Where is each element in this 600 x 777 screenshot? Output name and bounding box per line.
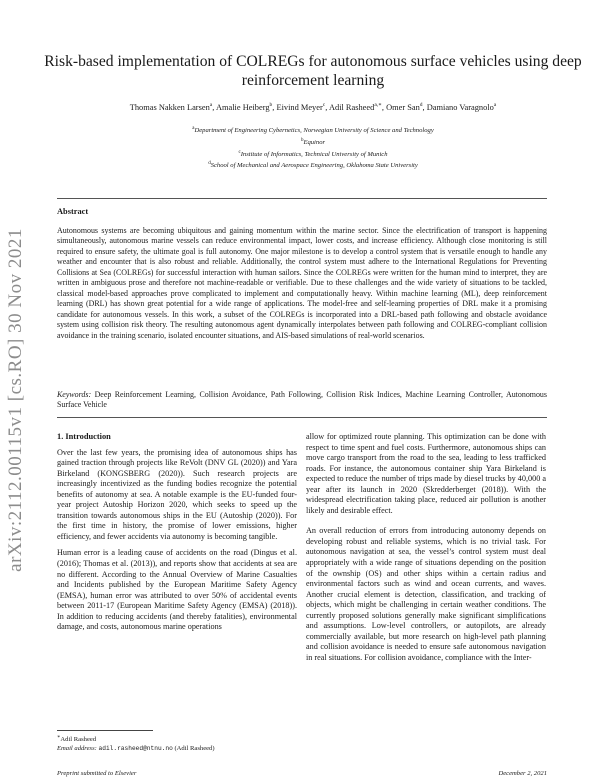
keywords-label: Keywords:	[57, 390, 92, 399]
affiliation-item: $^b$Equinor	[300, 137, 326, 146]
footnote-corresponding-author	[57, 733, 215, 744]
author-mark: b	[269, 102, 273, 108]
arxiv-stamp	[2, 210, 30, 590]
footnote-rule	[57, 730, 153, 731]
author-name: Amalie Heiberg	[215, 102, 270, 112]
footnote-email-owner: (Adil Rasheed)	[174, 745, 215, 753]
body-paragraph: Over the last few years, the promising idea of autonomous ships has gained traction through projects like ReVolt (DNV GL (2020)) and Yara Birkeland (KONGSBERG (2020)). Such research projects are increasingly incentivized as the funding bodies recognize the potential benefits of autonomy at sea. A notable example is the EU-funded four-year project Autoship Horizon 2020, which seeks to speed up the transition towards autonomous ships in the EU (Autoship (2020)). For the first time in history, the promise of lower emissions, higher efficiency, and fewer accidents via autonomy is becoming tangible.	[57, 447, 297, 541]
abstract-heading: Abstract	[57, 207, 89, 216]
body-paragraph: An overall reduction of errors from introducing autonomy depends on developing robust and reliable systems, which is no trivial task. For autonomous navigation at sea, the vessel’s control system must deal appropriately with a wide range of situations depending on the position of the ownship (OS) and other ships within a certain radius and environmental factors such as wind and ocean currents, and waves. Another crucial element is detection, classification, and tracking of objects, which might be challenging in certain weather conditions. The currently proposed solutions generally make significant simplifications and assumptions. Low-level controllers, or autopilots, are already commercially available, but more research on high-level path planning and collision avoidance is needed to ensure safe autonomous navigation in real situations. For collision avoidance, compliance with the Inter-	[306, 526, 546, 662]
abstract-top-rule	[57, 198, 547, 199]
body-paragraph: allow for optimized route planning. This optimization can be done with respect to time spent and fuel costs. Furthermore, autonomous ships can move cargo transport from the road to the sea, leading to less trafficked roads. For instance, the autonomous container ship Yara Birkeland is expected to reduce the number of trips made by diesel trucks by 40,000 a year after its launch in 2020 (Skredderberget (2018)). With the widespread electrification taking place, reduced air pollution is another likely and desirable effect.	[306, 432, 546, 515]
paper-title-line-2: reinforcement learning	[241, 72, 385, 89]
footnote	[57, 733, 215, 753]
right-column	[306, 432, 546, 673]
author-name: Omer San	[386, 102, 420, 112]
author-mark: d	[419, 102, 423, 108]
footnote-email-link[interactable]: adil.rasheed@ntnu.no	[98, 745, 173, 753]
affiliation-list	[40, 124, 586, 171]
footnote-email-label: Email address:	[57, 745, 97, 753]
left-column	[57, 432, 297, 639]
footer-date: December 2, 2021	[498, 770, 547, 777]
author-name: Eivind Meyer	[276, 102, 323, 112]
arxiv-stamp-text: arXiv:2112.00115v1 [cs.RO] 30 Nov 2021	[5, 228, 26, 572]
author-mark: a	[209, 102, 213, 108]
affiliation-item: $^a$Department of Engineering Cybernetics, Norwegian University of Science and Technology	[192, 126, 434, 135]
keywords	[57, 390, 547, 411]
paper-title-line-1: Risk-based implementation of COLREGs for autonomous surface vehicles using deep	[44, 53, 582, 70]
author-name: Thomas Nakken Larsen	[129, 102, 210, 112]
keywords-text: Deep Reinforcement Learning, Collision Avoidance, Path Following, Collision Risk Indices, Machine Learning Controller, Autonomous Surface Vehicle	[57, 390, 547, 410]
author-name: Adil Rasheed	[328, 102, 375, 112]
author-mark: a,∗	[374, 102, 382, 108]
paper-title	[40, 52, 586, 90]
section-heading-introduction: 1. Introduction	[57, 432, 111, 441]
author-name: Damiano Varagnolo	[426, 102, 494, 112]
footnote-star: ∗	[57, 735, 61, 740]
footnote-name: Adil Rasheed	[60, 736, 97, 744]
footnote-email-line	[57, 744, 215, 753]
affiliation-item: $^c$Institute of Informatics, Technical University of Munich	[238, 149, 388, 158]
abstract-bottom-rule	[57, 417, 547, 418]
footer-preprint-note: Preprint submitted to Elsevier	[57, 770, 137, 777]
affiliation-item: $^d$School of Mechanical and Aerospace Engineering, Oklahoma State University	[208, 161, 418, 170]
body-paragraph: Human error is a leading cause of accidents on the road (Dingus et al. (2016); Thomas et al. (2013)), and reports show that accidents at sea are no different. According to the Annual Overview of Marine Casualties and Incidents published by the European Maritime Safety Agency (EMSA), human error was attributed to over 50% of accidental events between 2011-17 (European Maritime Safety Agency (EMSA) (2018)). In addition to reducing accidents (and thereby fatalities), environmental damage, and costs, autonomous marine operations	[57, 548, 297, 632]
author-mark: a	[493, 102, 497, 108]
author-list: Thomas Nakken Larsen$^a$, Amalie Heiberg$^b$, Eivind Meyer$^c$, Adil Rasheed$^{a,∗}$, Omer San$^d$, Damiano Varagnolo$^a$	[129, 102, 497, 112]
abstract-text: Autonomous systems are becoming ubiquitous and gaining momentum within the marine sector. Since the electrification of transport is happening simultaneously, autonomous marine vessels can reduce environmental impact, lower costs, and increase efficiency. Although close monitoring is still required to ensure safety, the ultimate goal is full autonomy. One major milestone is to develop a control system that is versatile enough to handle any weather and encounter that is also robust and reliable. Additionally, the control system must adhere to the International Regulations for Preventing Collisions at Sea (COLREGs) for successful interaction with human sailors. Since the COLREGs were written for the human mind to interpret, they are written in ambiguous prose and therefore not machine-readable or verifiable. Due to these challenges and the wide variety of situations to be tackled, classical model-based approaches prove complicated to implement and computationally heavy. Within machine learning (ML), deep reinforcement learning (DRL) has shown great potential for a wide range of applications. The model-free and self-learning properties of DRL make it a promising candidate for autonomous vessels. In this work, a subset of the COLREGs is incorporated into a DRL-based path following and obstacle avoidance system using collision risk theory. The resulting autonomous agent dynamically interpolates between path following and COLREG-compliant collision avoidance in the training scenario, isolated encounter situations, and AIS-based simulations of real-world scenarios.	[57, 226, 547, 340]
author-mark: c	[322, 102, 326, 108]
